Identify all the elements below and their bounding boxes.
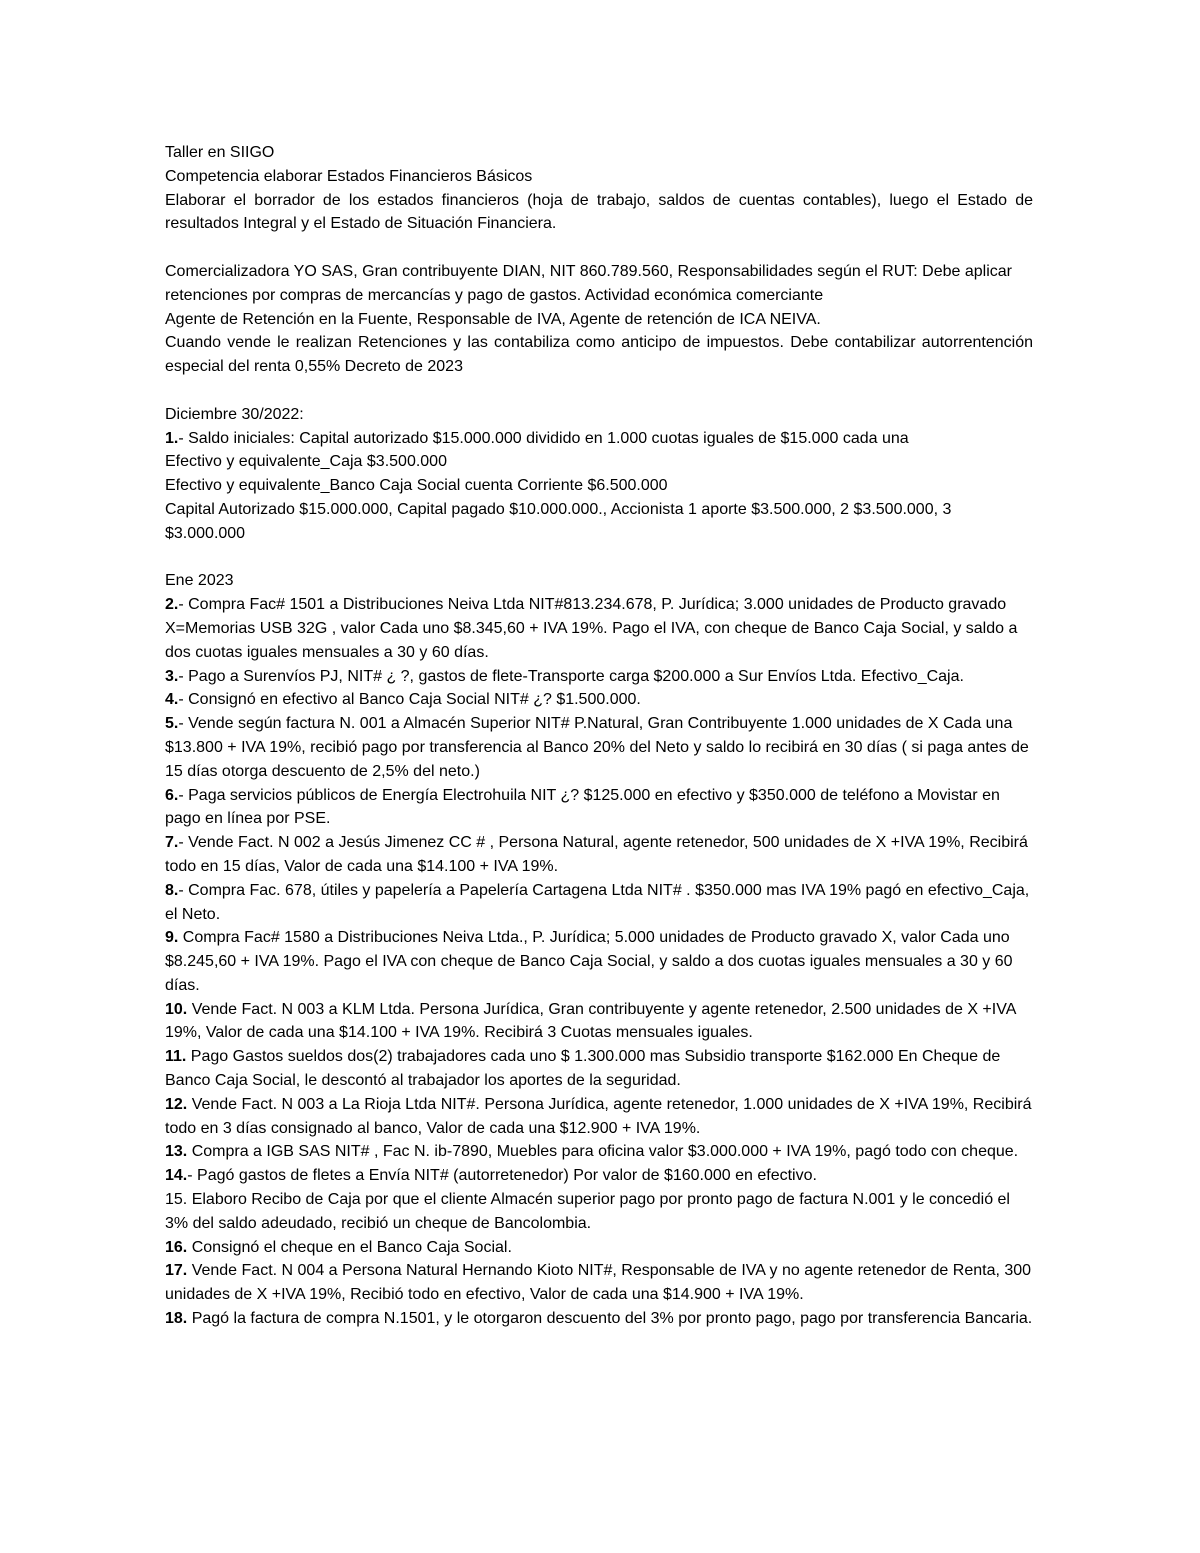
item-number: 9. xyxy=(165,929,179,947)
list-item xyxy=(165,1188,1033,1236)
item-text: - Pagó gastos de fletes a Envía NIT# (autorretenedor) Por valor de $160.000 en efectivo. xyxy=(187,1167,817,1185)
list-item xyxy=(165,712,1033,783)
dic-heading: Diciembre 30/2022: xyxy=(165,405,304,423)
item-text: - Pago a Surenvíos PJ, NIT# ¿ ?, gastos de flete-Transporte carga $200.000 a Sur Envíos Ltda. Efectivo_Caja. xyxy=(178,667,964,685)
list-item xyxy=(165,593,1033,664)
item-number: 13. xyxy=(165,1143,188,1161)
list-item xyxy=(165,665,1033,689)
list-item xyxy=(165,879,1033,927)
list-item xyxy=(165,688,1033,712)
list-item xyxy=(165,1164,1033,1188)
item-number: 14. xyxy=(165,1167,188,1185)
item-text: - Consignó en efectivo al Banco Caja Social NIT# ¿? $1.500.000. xyxy=(178,691,641,709)
list-item xyxy=(165,998,1033,1046)
spacer xyxy=(165,546,1033,570)
item-text: 15. Elaboro Recibo de Caja por que el cliente Almacén superior pago por pronto pago de factura N.001 y le concedió el 3% del saldo adeudado, recibió un cheque de Bancolombia. xyxy=(165,1191,1010,1232)
item-text: - Vende Fact. N 002 a Jesús Jimenez CC # , Persona Natural, agente retenedor, 500 unidades de X +IVA 19%, Recibirá todo en 15 días, Valor de cada una $14.100 + IVA 19%. xyxy=(165,834,1028,875)
dic-caja-line: Efectivo y equivalente_Caja $3.500.000 xyxy=(165,453,447,471)
list-item xyxy=(165,784,1033,832)
spacer xyxy=(165,379,1033,403)
competencia-line: Competencia elaborar Estados Financieros Básicos xyxy=(165,167,533,185)
item-number: 8. xyxy=(165,881,179,899)
item-number: 1. xyxy=(165,429,179,447)
list-item xyxy=(165,831,1033,879)
item-text: Pagó la factura de compra N.1501, y le otorgaron descuento del 3% por pronto pago, pago por transferencia Bancaria. xyxy=(187,1310,1033,1328)
company-paragraph-2: Agente de Retención en la Fuente, Responsable de IVA, Agente de retención de ICA NEIVA. xyxy=(165,310,821,328)
item-number: 10. xyxy=(165,1000,188,1018)
item-number: 7. xyxy=(165,834,179,852)
item-text: Consignó el cheque en el Banco Caja Social. xyxy=(187,1238,512,1256)
company-paragraph-1: Comercializadora YO SAS, Gran contribuyente DIAN, NIT 860.789.560, Responsabilidades según el RUT: Debe aplicar retenciones por compras de mercancías y pago de gastos. Actividad económica comerciante xyxy=(165,262,1012,304)
item-number: 17. xyxy=(165,1262,188,1280)
item-number: 16. xyxy=(165,1238,188,1256)
item-text: - Paga servicios públicos de Energía Electrohuila NIT ¿? $125.000 en efectivo y $350.000 de teléfono a Movistar en pago en línea por PSE. xyxy=(165,786,1000,828)
item-text: Compra a IGB SAS NIT# , Fac N. ib-7890, Muebles para oficina valor $3.000.000 + IVA 19%, pagó todo con cheque. xyxy=(187,1143,1019,1161)
item-number: 5. xyxy=(165,715,179,733)
list-item xyxy=(165,1307,1033,1331)
item-number: 12. xyxy=(165,1095,188,1113)
list-item xyxy=(165,1259,1033,1307)
item-number: 4. xyxy=(165,691,179,709)
item-text: Compra Fac# 1580 a Distribuciones Neiva Ltda., P. Jurídica; 5.000 unidades de Producto gravado X, valor Cada uno $8.245,60 + IVA 19%. Pago el IVA con cheque de Banco Caja Social, y saldo a dos cuotas iguales mensuales a 30 y 60 días. xyxy=(165,929,1013,994)
list-item xyxy=(165,1045,1033,1093)
document-title: Taller en SIIGO xyxy=(165,144,275,161)
dic-banco-line: Efectivo y equivalente_Banco Caja Social cuenta Corriente $6.500.000 xyxy=(165,477,668,495)
list-item xyxy=(165,1236,1033,1260)
list-item xyxy=(165,1093,1033,1141)
item-number: 3. xyxy=(165,667,179,685)
spacer xyxy=(165,236,1033,260)
list-item xyxy=(165,926,1033,997)
item-number: 11. xyxy=(165,1048,187,1066)
item-text: - Saldo iniciales: Capital autorizado $15.000.000 dividido en 1.000 cuotas iguales de $15.000 cada una xyxy=(178,429,909,447)
item-text: Vende Fact. N 003 a La Rioja Ltda NIT#. Persona Jurídica, agente retenedor, 1.000 unidades de X +IVA 19%, Recibirá todo en 3 días consignado al banco, Valor de cada una $12.900 + IVA 19%. xyxy=(165,1095,1032,1137)
document-page xyxy=(165,141,1033,1331)
item-number: 18. xyxy=(165,1310,188,1328)
dic-capital-line: Capital Autorizado $15.000.000, Capital pagado $10.000.000., Accionista 1 aporte $3.500.000, 2 $3.500.000, 3 $3.000.000 xyxy=(165,500,952,542)
item-number: 6. xyxy=(165,786,179,804)
item-text: - Compra Fac. 678, útiles y papelería a Papelería Cartagena Ltda NIT# . $350.000 mas IVA 19% pagó en efectivo_Caja, el Neto. xyxy=(165,881,1030,923)
item-text: Vende Fact. N 003 a KLM Ltda. Persona Jurídica, Gran contribuyente y agente retenedor, 2.500 unidades de X +IVA 19%, Valor de cada una $14.100 + IVA 19%. Recibirá 3 Cuotas mensuales iguales. xyxy=(165,1000,1016,1042)
company-paragraph-3: Cuando vende le realizan Retenciones y las contabiliza como anticipo de impuestos. Debe contabilizar autorrentención especial del renta 0,55% Decreto de 2023 xyxy=(165,334,1033,376)
item-text: - Vende según factura N. 001 a Almacén Superior NIT# P.Natural, Gran Contribuyente 1.000 unidades de X Cada una $13.800 + IVA 19%, recibió pago por transferencia al Banco 20% del Neto y saldo lo recibirá en 30 días ( si paga antes de 15 días otorga descuento de 2,5% del neto.) xyxy=(165,715,1029,780)
list-item xyxy=(165,1140,1033,1164)
ene-heading: Ene 2023 xyxy=(165,572,234,590)
item-text: - Compra Fac# 1501 a Distribuciones Neiva Ltda NIT#813.234.678, P. Jurídica; 3.000 unidades de Producto gravado X=Memorias USB 32G , valor Cada uno $8.345,60 + IVA 19%. Pago el IVA, con cheque de Banco Caja Social, y saldo a dos cuotas iguales mensuales a 30 y 60 días. xyxy=(165,596,1018,661)
ene-item-list xyxy=(165,593,1033,1331)
instruccion-paragraph: Elaborar el borrador de los estados financieros (hoja de trabajo, saldos de cuentas contables), luego el Estado de resultados Integral y el Estado de Situación Financiera. xyxy=(165,191,1033,233)
item-text: Pago Gastos sueldos dos(2) trabajadores cada uno $ 1.300.000 mas Subsidio transporte $162.000 En Cheque de Banco Caja Social, le descontó al trabajador los aportes de la seguridad. xyxy=(165,1048,1001,1090)
dic-item-1 xyxy=(165,427,1033,451)
item-text: Vende Fact. N 004 a Persona Natural Hernando Kioto NIT#, Responsable de IVA y no agente retenedor de Renta, 300 unidades de X +IVA 19%, Recibió todo en efectivo, Valor de cada una $14.900 + IVA 19%. xyxy=(165,1262,1032,1304)
item-number: 2. xyxy=(165,596,179,614)
